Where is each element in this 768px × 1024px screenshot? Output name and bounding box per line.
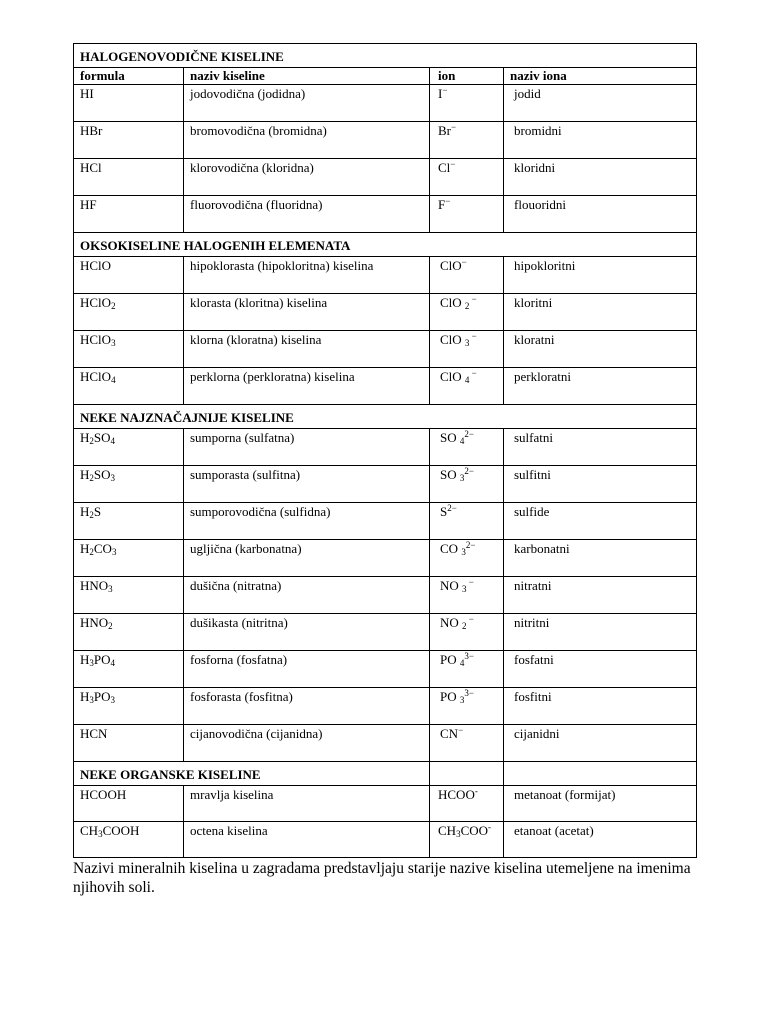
ion-name-cell: sulfatni [504,429,697,466]
acid-name-cell: octena kiselina [184,822,430,858]
section-title-row [74,762,697,786]
acid-name-cell: sumporna (sulfatna) [184,429,430,466]
superscript: − [442,85,448,95]
ion-name-cell: perkloratni [504,368,697,405]
formula-text: ClO [440,369,465,384]
formula-text: H [80,430,90,445]
acid-name-cell: klorasta (kloritna) kiselina [184,294,430,331]
table-row [74,429,697,466]
acid-name-cell: fosforasta (fosfitna) [184,688,430,725]
acid-name-cell: sumporovodična (sulfidna) [184,503,430,540]
subscript: 3 [111,547,117,557]
formula-text: HClO [80,258,112,273]
superscript: 3− [464,651,474,661]
column-header-ion: ion [430,68,504,85]
formula-text: COO [460,823,489,838]
acid-name-cell: fluorovodična (fluoridna) [184,196,430,233]
empty-cell [430,762,504,786]
formula-cell [74,786,184,822]
ion-name-cell: fosfatni [504,651,697,688]
formula-text: CH [80,823,99,838]
formula-text: COOH [102,823,140,838]
subscript: 2 [462,621,467,631]
superscript: − [451,122,457,132]
table-row [74,822,697,858]
subscript: 3 [459,695,465,705]
subscript: 3 [89,695,94,705]
formula-text: HClO [80,332,112,347]
ion-cell [430,822,504,858]
column-header-acid-name: naziv kiseline [184,68,430,85]
superscript: − [445,196,451,206]
superscript: - [474,786,478,796]
formula-cell [74,429,184,466]
acid-name-cell: hipoklorasta (hipokloritna) kiselina [184,257,430,294]
formula-cell [74,614,184,651]
subscript: 3 [89,658,94,668]
acids-table [73,43,697,858]
formula-text: HClO [80,295,112,310]
formula-text: HCl [80,160,102,175]
formula-text: ClO [440,258,462,273]
acid-name-cell: fosforna (fosfatna) [184,651,430,688]
formula-cell [74,85,184,122]
formula-text: H [80,652,90,667]
subscript: 4 [459,436,465,446]
formula-cell [74,196,184,233]
table-row [74,122,697,159]
ion-cell [430,540,504,577]
formula-text: S [440,504,448,519]
section-title: HALOGENOVODIČNE KISELINE [74,44,697,68]
ion-name-cell: kloridni [504,159,697,196]
ion-name-cell: flouoridni [504,196,697,233]
formula-text: HF [80,197,97,212]
superscript: − [469,294,477,304]
table-row [74,294,697,331]
ion-name-cell: jodid [504,85,697,122]
ion-name-cell: nitratni [504,577,697,614]
superscript: 2− [464,429,474,439]
formula-text: SO [93,467,111,482]
formula-text: Br [438,123,451,138]
acid-name-cell: bromovodična (bromidna) [184,122,430,159]
empty-cell [504,762,697,786]
subscript: 3 [459,473,465,483]
acid-name-cell: ugljična (karbonatna) [184,540,430,577]
formula-text: ClO [440,295,465,310]
formula-text: PO [440,652,460,667]
subscript: 3 [98,829,103,839]
formula-cell [74,159,184,196]
formula-cell [74,577,184,614]
formula-text: PO [93,652,111,667]
ion-cell [430,159,504,196]
subscript: 3 [464,338,470,348]
formula-text: PO [93,689,111,704]
formula-text: CH [438,823,457,838]
subscript: 2 [89,473,94,483]
formula-text: H [80,467,90,482]
subscript: 4 [464,375,470,385]
section-title-row [74,233,697,257]
ion-cell [430,688,504,725]
formula-cell [74,257,184,294]
formula-text: S [93,504,102,519]
subscript: 3 [110,695,116,705]
ion-cell [430,651,504,688]
column-header-ion-name: naziv iona [504,68,697,85]
formula-text: I [438,86,443,101]
subscript: 3 [456,829,461,839]
formula-text: HNO [80,578,109,593]
formula-text: ClO [440,332,465,347]
ion-name-cell: sulfide [504,503,697,540]
ion-name-cell: metanoat (formijat) [504,786,697,822]
subscript: 2 [89,510,94,520]
formula-text: HCN [80,726,108,741]
subscript: 2 [89,547,94,557]
ion-name-cell: cijanidni [504,725,697,762]
superscript: - [488,822,492,832]
ion-name-cell: karbonatni [504,540,697,577]
formula-cell [74,368,184,405]
table-row [74,196,697,233]
superscript: − [469,331,477,341]
acid-name-cell: sumporasta (sulfitna) [184,466,430,503]
table-row [74,503,697,540]
table-row [74,688,697,725]
formula-cell [74,725,184,762]
table-row [74,368,697,405]
acid-name-cell: mravlja kiselina [184,786,430,822]
ion-cell [430,122,504,159]
superscript: 2− [465,540,476,550]
ion-name-cell: bromidni [504,122,697,159]
formula-text: Cl [438,160,451,175]
table-row [74,786,697,822]
subscript: 3 [110,473,116,483]
table-row [74,466,697,503]
table-row [74,257,697,294]
formula-text: SO [440,467,460,482]
formula-cell [74,503,184,540]
acid-name-cell: klorna (kloratna) kiselina [184,331,430,368]
ion-cell [430,331,504,368]
section-title-row [74,405,697,429]
ion-name-cell: sulfitni [504,466,697,503]
ion-name-cell: fosfitni [504,688,697,725]
ion-name-cell: kloritni [504,294,697,331]
formula-text: CO [440,541,462,556]
formula-text: SO [93,430,111,445]
superscript: 3− [464,688,474,698]
acid-name-cell: klorovodična (kloridna) [184,159,430,196]
ion-name-cell: etanoat (acetat) [504,822,697,858]
subscript: 3 [111,338,116,348]
ion-cell [430,725,504,762]
ion-cell [430,368,504,405]
formula-text: NO [440,615,463,630]
subscript: 3 [461,547,466,557]
formula-text: NO [440,578,463,593]
ion-cell [430,503,504,540]
formula-cell [74,651,184,688]
subscript: 4 [459,658,465,668]
superscript: − [458,725,464,735]
ion-cell [430,466,504,503]
formula-text: PO [440,689,460,704]
superscript: − [469,368,477,378]
table-row [74,540,697,577]
acid-name-cell: dušična (nitratna) [184,577,430,614]
table-row [74,614,697,651]
table-row [74,331,697,368]
formula-text: HClO [80,369,112,384]
formula-cell [74,466,184,503]
table-row [74,725,697,762]
subscript: 4 [111,375,116,385]
column-header-row [74,68,697,85]
subscript: 3 [108,584,113,594]
formula-text: H [80,541,90,556]
superscript: 2− [464,466,474,476]
ion-cell [430,614,504,651]
formula-text: F [438,197,446,212]
subscript: 2 [89,436,94,446]
formula-text: HNO [80,615,109,630]
formula-cell [74,294,184,331]
formula-text: H [80,504,90,519]
section-title: NEKE NAJZNAČAJNIJE KISELINE [74,405,697,429]
superscript: − [466,614,474,624]
subscript: 4 [110,658,116,668]
formula-text: H [80,689,90,704]
ion-cell [430,577,504,614]
table-row [74,159,697,196]
superscript: 2− [447,503,457,513]
formula-text: HCOOH [80,787,127,802]
acid-name-cell: jodovodična (jodidna) [184,85,430,122]
table-row [74,85,697,122]
table-row [74,651,697,688]
formula-text: HCOO [438,787,475,802]
acids-table-body [74,44,697,858]
superscript: − [450,159,456,169]
formula-text: SO [440,430,460,445]
subscript: 3 [462,584,467,594]
section-title: OKSOKISELINE HALOGENIH ELEMENATA [74,233,697,257]
formula-cell [74,688,184,725]
table-row [74,577,697,614]
formula-cell [74,540,184,577]
formula-cell [74,122,184,159]
formula-cell [74,822,184,858]
formula-text: HI [80,86,94,101]
ion-cell [430,257,504,294]
section-title-row [74,44,697,68]
subscript: 2 [464,301,470,311]
ion-name-cell: kloratni [504,331,697,368]
acid-name-cell: dušikasta (nitritna) [184,614,430,651]
acid-name-cell: perklorna (perkloratna) kiselina [184,368,430,405]
section-title: NEKE ORGANSKE KISELINE [74,762,430,786]
superscript: − [466,577,474,587]
document [73,43,696,913]
superscript: − [461,257,467,267]
subscript: 2 [108,621,113,631]
subscript: 4 [110,436,116,446]
ion-cell [430,786,504,822]
acid-name-cell: cijanovodična (cijanidna) [184,725,430,762]
subscript: 2 [111,301,116,311]
formula-text: HBr [80,123,103,138]
formula-text: CN [440,726,459,741]
ion-cell [430,429,504,466]
footnote: Nazivi mineralnih kiselina u zagradama predstavljaju starije nazive kiselina utemeljene na imenima njihovih soli. [73,860,691,896]
ion-name-cell: hipokloritni [504,257,697,294]
formula-text: CO [93,541,112,556]
ion-cell [430,196,504,233]
formula-cell [74,331,184,368]
ion-cell [430,294,504,331]
ion-cell [430,85,504,122]
column-header-formula: formula [74,68,184,85]
ion-name-cell: nitritni [504,614,697,651]
